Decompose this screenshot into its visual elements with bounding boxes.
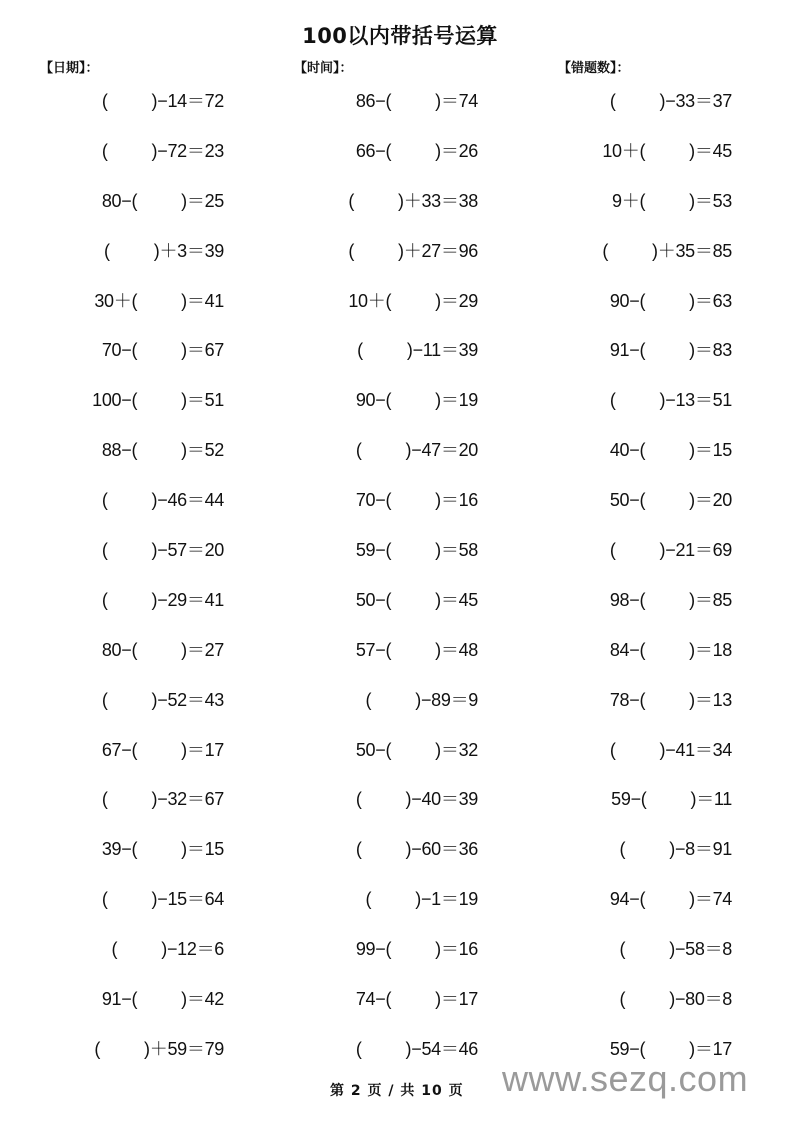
equation xyxy=(602,138,732,164)
blank-open-paren: ( xyxy=(131,190,138,211)
problem-row xyxy=(0,238,800,288)
blank-close-paren: ) xyxy=(669,989,675,1010)
equation xyxy=(612,188,732,214)
blank-close-paren: ) xyxy=(689,290,695,311)
problem-row xyxy=(0,737,800,787)
blank-open-paren: ( xyxy=(131,739,138,760)
equation-prefix: 30＋ xyxy=(94,290,132,311)
equation-suffix: −60＝36 xyxy=(411,839,478,860)
blank-close-paren: ) xyxy=(659,540,666,561)
blank-open-paren: ( xyxy=(131,290,138,311)
equation xyxy=(356,88,478,114)
blank-open-paren: ( xyxy=(619,839,626,860)
blank-close-paren: ) xyxy=(435,639,441,660)
blank-open-paren: ( xyxy=(385,290,392,311)
blank-open-paren: ( xyxy=(355,789,362,810)
equation-prefix: 59− xyxy=(355,540,386,561)
equation-suffix: ＝19 xyxy=(440,390,478,411)
blank-close-paren: ) xyxy=(652,240,658,261)
blank-open-paren: ( xyxy=(609,91,616,111)
equation-suffix: ＝16 xyxy=(440,939,478,960)
blank-close-paren: ) xyxy=(659,91,666,111)
equation xyxy=(610,387,732,413)
time-label: 【时间】： xyxy=(294,61,353,76)
equation xyxy=(356,836,478,862)
blank-open-paren: ( xyxy=(355,839,362,860)
equation-prefix: 9＋ xyxy=(612,190,640,211)
equation-suffix: ＝63 xyxy=(694,290,732,311)
equation xyxy=(620,936,732,962)
equation-suffix: ＝17 xyxy=(694,1038,732,1059)
equation xyxy=(610,437,732,463)
blank-open-paren: ( xyxy=(609,390,616,411)
equation-prefix: 90− xyxy=(609,290,640,311)
equation-suffix: −57＝20 xyxy=(157,540,224,561)
watermark: www.sezq.com xyxy=(502,1058,749,1099)
equation-suffix: ＝18 xyxy=(694,639,732,660)
equation-prefix: 59− xyxy=(611,789,641,810)
blank-close-paren: ) xyxy=(659,390,666,411)
blank-open-paren: ( xyxy=(639,1038,646,1059)
blank-close-paren: ) xyxy=(161,939,167,960)
blank-close-paren: ) xyxy=(181,440,187,461)
equation-suffix: ＝51 xyxy=(186,390,224,411)
equation-suffix: −1＝19 xyxy=(420,889,478,910)
equation-prefix: 80− xyxy=(101,190,132,211)
equation-suffix: −29＝41 xyxy=(157,589,224,610)
equation-suffix: ＝15 xyxy=(186,839,224,860)
equation-suffix: −72＝23 xyxy=(157,140,224,161)
equation-prefix: 99− xyxy=(355,939,386,960)
equation-prefix: 91− xyxy=(101,989,132,1010)
blank-open-paren: ( xyxy=(639,440,646,461)
equation xyxy=(102,88,224,114)
equation-suffix: −8＝91 xyxy=(674,839,732,860)
equation xyxy=(610,487,732,513)
equation-prefix: 91− xyxy=(609,340,640,361)
blank-close-paren: ) xyxy=(151,889,158,910)
problem-row xyxy=(0,437,800,487)
blank-close-paren: ) xyxy=(435,739,441,760)
equation-suffix: −52＝43 xyxy=(157,689,224,710)
equation-suffix: −40＝39 xyxy=(411,789,478,810)
equation-suffix: ＝25 xyxy=(186,190,224,211)
equation xyxy=(94,288,224,314)
equation xyxy=(348,288,478,314)
equation-prefix: 98− xyxy=(609,589,640,610)
blank-close-paren: ) xyxy=(151,490,158,511)
equation xyxy=(356,986,478,1012)
equation-prefix: 74− xyxy=(355,989,386,1010)
equation xyxy=(610,637,732,663)
equation xyxy=(356,637,478,663)
problem-row xyxy=(0,537,800,587)
equation xyxy=(356,737,478,763)
equation-suffix: ＝83 xyxy=(694,340,732,361)
blank-open-paren: ( xyxy=(131,639,138,660)
equation-suffix: ＝17 xyxy=(440,989,478,1010)
equation-prefix: 10＋ xyxy=(602,140,640,161)
blank-open-paren: ( xyxy=(385,739,392,760)
blank-open-paren: ( xyxy=(131,390,138,411)
equation-suffix: −54＝46 xyxy=(411,1038,478,1059)
blank-close-paren: ) xyxy=(398,240,404,261)
problem-row xyxy=(0,986,800,1036)
blank-open-paren: ( xyxy=(385,140,392,161)
equation xyxy=(102,637,224,663)
equation-suffix: −46＝44 xyxy=(157,490,224,511)
blank-open-paren: ( xyxy=(639,490,646,511)
equation-suffix: ＝45 xyxy=(694,140,732,161)
blank-open-paren: ( xyxy=(640,789,647,810)
blank-open-paren: ( xyxy=(348,240,355,261)
blank-close-paren: ) xyxy=(689,1038,695,1059)
equation xyxy=(102,587,224,613)
equation xyxy=(104,238,224,264)
equation xyxy=(356,537,478,563)
equation xyxy=(102,138,224,164)
equation-suffix: ＋33＝38 xyxy=(403,190,478,211)
problem-row xyxy=(0,288,800,338)
blank-open-paren: ( xyxy=(385,589,392,610)
equation-prefix: 90− xyxy=(355,390,386,411)
equation xyxy=(611,786,732,812)
blank-open-paren: ( xyxy=(639,689,646,710)
equation-suffix: ＝11 xyxy=(696,789,732,810)
equation xyxy=(102,188,224,214)
equation xyxy=(102,537,224,563)
equation-suffix: −14＝72 xyxy=(157,91,224,111)
blank-open-paren: ( xyxy=(385,390,392,411)
equation xyxy=(610,288,732,314)
page-title: 100以内带括号运算 xyxy=(302,24,498,48)
equation-suffix: −21＝69 xyxy=(665,540,732,561)
equation xyxy=(102,687,224,713)
equation-prefix: 86− xyxy=(355,91,386,111)
problem-row xyxy=(0,387,800,437)
problem-row xyxy=(0,886,800,936)
equation-suffix: ＋3＝39 xyxy=(159,240,224,261)
equation-prefix: 78− xyxy=(609,689,640,710)
equation-prefix: 70− xyxy=(355,490,386,511)
equation xyxy=(356,387,478,413)
equation-suffix: ＝45 xyxy=(440,589,478,610)
blank-open-paren: ( xyxy=(639,889,646,910)
equation-suffix: −89＝9 xyxy=(420,689,478,710)
blank-open-paren: ( xyxy=(365,889,372,910)
equation-suffix: ＝15 xyxy=(694,440,732,461)
equation xyxy=(102,886,224,912)
blank-open-paren: ( xyxy=(101,540,108,561)
blank-open-paren: ( xyxy=(101,889,108,910)
equation-prefix: 50− xyxy=(355,589,386,610)
equation-suffix: ＝17 xyxy=(186,739,224,760)
blank-close-paren: ) xyxy=(181,639,187,660)
blank-close-paren: ) xyxy=(181,340,187,361)
blank-close-paren: ) xyxy=(435,91,441,111)
blank-close-paren: ) xyxy=(435,390,441,411)
equation-prefix: 88− xyxy=(101,440,132,461)
equation xyxy=(356,1036,478,1062)
blank-close-paren: ) xyxy=(405,440,412,461)
problem-row xyxy=(0,637,800,687)
equation xyxy=(102,487,224,513)
equation-suffix: ＋35＝85 xyxy=(657,240,732,261)
equation xyxy=(610,687,732,713)
blank-close-paren: ) xyxy=(435,939,441,960)
problem-row xyxy=(0,188,800,238)
equation xyxy=(610,337,732,363)
blank-close-paren: ) xyxy=(689,639,695,660)
equation xyxy=(620,836,732,862)
problem-row xyxy=(0,587,800,637)
equation xyxy=(610,587,732,613)
problem-row xyxy=(0,836,800,886)
blank-open-paren: ( xyxy=(348,190,355,211)
blank-open-paren: ( xyxy=(602,240,609,261)
problem-row xyxy=(0,936,800,986)
blank-close-paren: ) xyxy=(181,989,187,1010)
blank-close-paren: ) xyxy=(151,540,158,561)
blank-open-paren: ( xyxy=(639,140,646,161)
blank-open-paren: ( xyxy=(639,340,646,361)
equation xyxy=(102,737,224,763)
equation xyxy=(356,786,478,812)
equation xyxy=(112,936,224,962)
blank-open-paren: ( xyxy=(385,490,392,511)
equation-prefix: 10＋ xyxy=(348,290,386,311)
blank-close-paren: ) xyxy=(398,190,404,211)
blank-close-paren: ) xyxy=(181,839,187,860)
equation-suffix: ＝16 xyxy=(440,490,478,511)
equation-suffix: −15＝64 xyxy=(157,889,224,910)
equation-suffix: ＝27 xyxy=(186,639,224,660)
blank-open-paren: ( xyxy=(385,939,392,960)
blank-close-paren: ) xyxy=(689,340,695,361)
blank-open-paren: ( xyxy=(619,989,626,1010)
problem-row xyxy=(0,786,800,836)
equation-suffix: ＝13 xyxy=(694,689,732,710)
blank-open-paren: ( xyxy=(639,290,646,311)
equation xyxy=(102,986,224,1012)
equation-prefix: 67− xyxy=(101,739,132,760)
equation xyxy=(356,936,478,962)
blank-close-paren: ) xyxy=(435,989,441,1010)
equation xyxy=(610,537,732,563)
blank-open-paren: ( xyxy=(101,689,108,710)
blank-open-paren: ( xyxy=(385,91,392,111)
blank-close-paren: ) xyxy=(181,290,187,311)
blank-open-paren: ( xyxy=(355,1038,362,1059)
equation xyxy=(610,737,732,763)
blank-open-paren: ( xyxy=(111,939,118,960)
blank-open-paren: ( xyxy=(131,989,138,1010)
page-indicator: 第 2 页 / 共 10 页 xyxy=(330,1083,464,1099)
equation-suffix: ＝41 xyxy=(186,290,224,311)
blank-close-paren: ) xyxy=(151,689,158,710)
problem-row xyxy=(0,88,800,138)
blank-close-paren: ) xyxy=(669,839,675,860)
equation-suffix: −58＝8 xyxy=(674,939,732,960)
equation xyxy=(102,337,224,363)
errors-label: 【错题数】： xyxy=(558,61,630,76)
equation-prefix: 66− xyxy=(355,140,386,161)
equation-prefix: 80− xyxy=(101,639,132,660)
blank-open-paren: ( xyxy=(619,939,626,960)
blank-close-paren: ) xyxy=(181,190,187,211)
blank-close-paren: ) xyxy=(689,190,695,211)
blank-close-paren: ) xyxy=(435,589,441,610)
blank-close-paren: ) xyxy=(659,739,666,760)
blank-open-paren: ( xyxy=(639,589,646,610)
blank-open-paren: ( xyxy=(131,440,138,461)
blank-close-paren: ) xyxy=(435,140,441,161)
equation-prefix: 40− xyxy=(609,440,640,461)
equation xyxy=(366,687,478,713)
blank-close-paren: ) xyxy=(689,589,695,610)
blank-open-paren: ( xyxy=(609,739,616,760)
blank-open-paren: ( xyxy=(101,589,108,610)
problem-row xyxy=(0,138,800,188)
equation-suffix: ＝53 xyxy=(694,190,732,211)
equation-suffix: ＝58 xyxy=(440,540,478,561)
blank-close-paren: ) xyxy=(406,340,413,361)
equation xyxy=(602,238,732,264)
blank-close-paren: ) xyxy=(405,839,412,860)
equation xyxy=(610,88,732,114)
blank-open-paren: ( xyxy=(385,639,392,660)
blank-open-paren: ( xyxy=(365,689,372,710)
problem-row xyxy=(0,687,800,737)
blank-close-paren: ) xyxy=(181,390,187,411)
blank-open-paren: ( xyxy=(101,789,108,810)
equation xyxy=(620,986,732,1012)
blank-close-paren: ) xyxy=(690,789,697,810)
equation-suffix: −33＝37 xyxy=(665,91,732,111)
equation xyxy=(94,1036,224,1062)
equation-suffix: −80＝8 xyxy=(674,989,732,1010)
blank-open-paren: ( xyxy=(94,1038,101,1059)
equation-suffix: ＝29 xyxy=(440,290,478,311)
equation-prefix: 39− xyxy=(101,839,132,860)
equation xyxy=(357,337,478,363)
equation-suffix: ＝85 xyxy=(694,589,732,610)
equation xyxy=(610,886,732,912)
blank-close-paren: ) xyxy=(151,789,158,810)
blank-close-paren: ) xyxy=(151,140,158,161)
blank-open-paren: ( xyxy=(357,340,363,361)
equation xyxy=(356,138,478,164)
equation xyxy=(348,238,478,264)
equation-suffix: ＝20 xyxy=(694,490,732,511)
equation-prefix: 57− xyxy=(355,639,386,660)
problem-grid xyxy=(0,88,800,1086)
blank-open-paren: ( xyxy=(101,490,108,511)
equation-prefix: 70− xyxy=(101,340,132,361)
blank-close-paren: ) xyxy=(153,240,160,261)
equation-prefix: 84− xyxy=(609,639,640,660)
equation-suffix: −11＝39 xyxy=(412,340,478,361)
blank-open-paren: ( xyxy=(104,240,110,261)
blank-close-paren: ) xyxy=(689,889,695,910)
equation xyxy=(102,786,224,812)
equation xyxy=(102,437,224,463)
equation-prefix: 50− xyxy=(355,739,386,760)
blank-close-paren: ) xyxy=(435,290,441,311)
blank-close-paren: ) xyxy=(415,889,421,910)
equation-suffix: ＝42 xyxy=(186,989,224,1010)
equation-suffix: ＋59＝79 xyxy=(149,1038,224,1059)
equation xyxy=(102,836,224,862)
blank-open-paren: ( xyxy=(639,190,646,211)
equation-suffix: −12＝6 xyxy=(166,939,224,960)
blank-close-paren: ) xyxy=(669,939,675,960)
equation xyxy=(366,886,478,912)
date-label: 【日期】： xyxy=(40,61,99,76)
problem-row xyxy=(0,337,800,387)
equation-suffix: ＝26 xyxy=(440,140,478,161)
blank-close-paren: ) xyxy=(181,739,187,760)
blank-close-paren: ) xyxy=(689,140,695,161)
blank-open-paren: ( xyxy=(101,91,108,111)
equation-suffix: −41＝34 xyxy=(665,739,732,760)
blank-open-paren: ( xyxy=(131,340,138,361)
blank-close-paren: ) xyxy=(689,689,695,710)
blank-open-paren: ( xyxy=(355,440,362,461)
blank-close-paren: ) xyxy=(151,589,158,610)
equation-prefix: 50− xyxy=(609,490,640,511)
equation-prefix: 100− xyxy=(92,390,132,411)
blank-close-paren: ) xyxy=(435,540,441,561)
equation xyxy=(348,188,478,214)
equation xyxy=(356,437,478,463)
problem-row xyxy=(0,487,800,537)
equation-suffix: ＝74 xyxy=(694,889,732,910)
equation-suffix: ＝52 xyxy=(186,440,224,461)
equation xyxy=(356,487,478,513)
blank-open-paren: ( xyxy=(101,140,108,161)
blank-open-paren: ( xyxy=(609,540,616,561)
equation-suffix: −32＝67 xyxy=(157,789,224,810)
equation-suffix: −47＝20 xyxy=(411,440,478,461)
equation-prefix: 94− xyxy=(609,889,640,910)
blank-open-paren: ( xyxy=(385,540,392,561)
equation-suffix: ＝48 xyxy=(440,639,478,660)
blank-open-paren: ( xyxy=(131,839,138,860)
blank-close-paren: ) xyxy=(435,490,441,511)
equation xyxy=(92,387,224,413)
equation-suffix: ＝67 xyxy=(186,340,224,361)
blank-close-paren: ) xyxy=(405,789,412,810)
blank-close-paren: ) xyxy=(144,1038,150,1059)
blank-close-paren: ) xyxy=(415,689,421,710)
blank-close-paren: ) xyxy=(689,490,695,511)
equation-suffix: −13＝51 xyxy=(665,390,732,411)
blank-close-paren: ) xyxy=(151,91,158,111)
equation-prefix: 59− xyxy=(609,1038,640,1059)
blank-open-paren: ( xyxy=(639,639,646,660)
equation-suffix: ＋27＝96 xyxy=(403,240,478,261)
equation-suffix: ＝74 xyxy=(440,91,478,111)
blank-open-paren: ( xyxy=(385,989,392,1010)
equation-suffix: ＝32 xyxy=(440,739,478,760)
equation xyxy=(356,587,478,613)
blank-close-paren: ) xyxy=(405,1038,412,1059)
blank-close-paren: ) xyxy=(689,440,695,461)
